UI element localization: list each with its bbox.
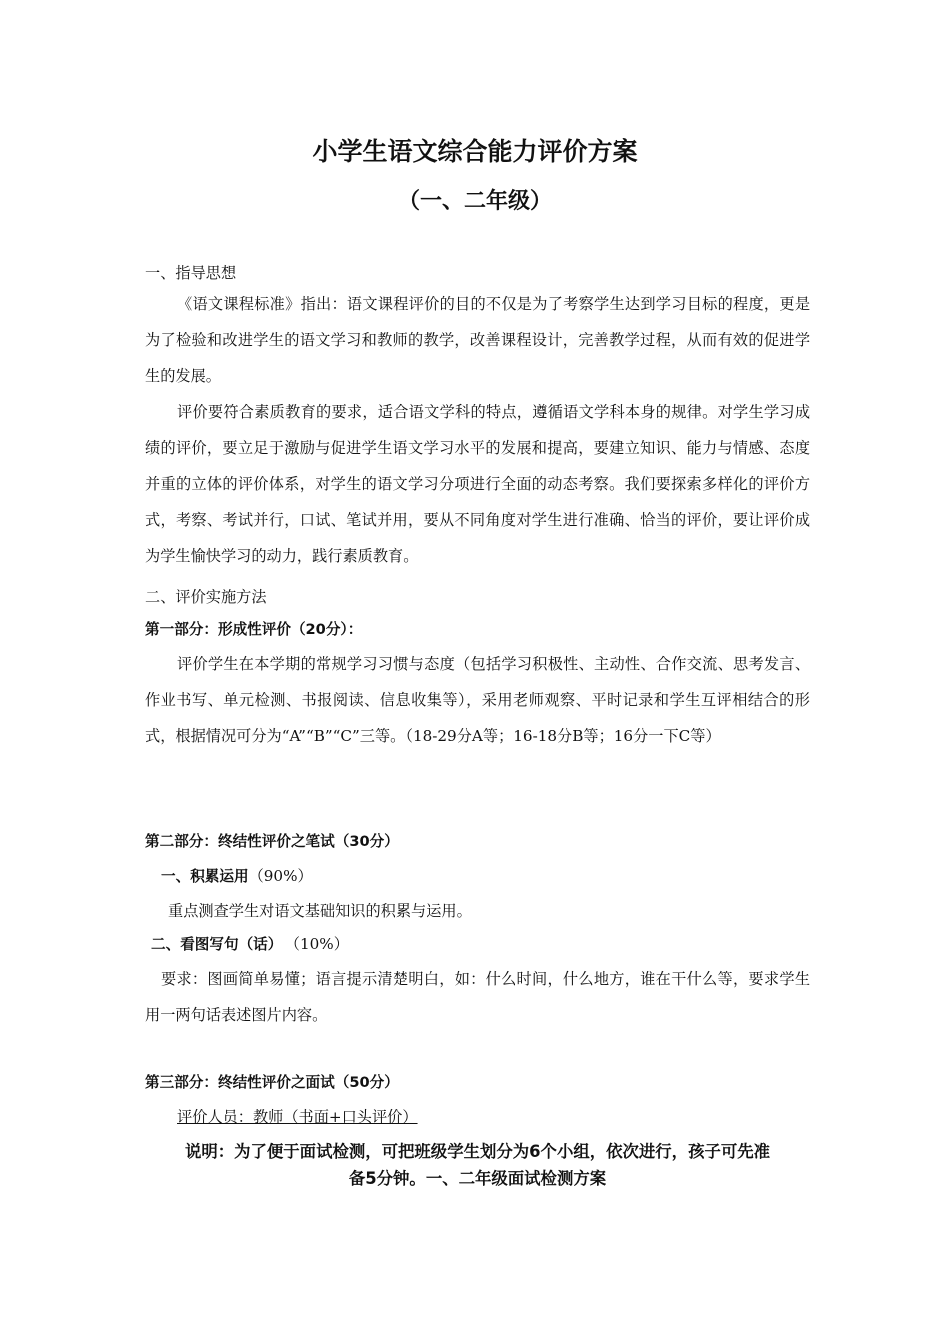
part2-item2-percent: （10%） [292, 935, 349, 953]
paragraph-curriculum-standard: 《语文课程标准》指出：语文课程评价的目的不仅是为了考察学生达到学习目标的程度，更是为了检验和改进学生的语文学习和教师的教学，改善课程设计，完善教学过程，从而有效的促进学生的发展。 [145, 295, 810, 385]
part2-item2 [151, 929, 816, 960]
part2-item1 [161, 861, 826, 892]
part2-item1-percent: （90%） [248, 867, 313, 885]
part1-heading: 第一部分：形成性评价（20分）： [145, 621, 363, 638]
part3-heading: 第三部分：终结性评价之面试（50分） [145, 1074, 399, 1091]
part2-item2-text: 要求：图画简单易懂；语言提示清楚明白，如：什么时间，什么地方，谁在干什么等，要求学生用一两句话表述图片内容。 [145, 970, 810, 1024]
part2-item1-text: 重点测查学生对语文基础知识的积累与运用。 [168, 902, 472, 920]
part3-evaluator: 评价人员：教师（书面+口头评价） [177, 1108, 418, 1126]
section-heading-guiding-principle: 一、指导思想 [145, 264, 237, 282]
part2-item1-label: 一、积累运用 [161, 868, 249, 885]
document-subtitle: （一、二年级） [397, 189, 552, 214]
section-heading-implementation: 二、评价实施方法 [145, 588, 267, 606]
part3-note-line1: 说明：为了便于面试检测，可把班级学生划分为6个小组，依次进行，孩子可先准 [184, 1142, 771, 1161]
part1-paragraph: 评价学生在本学期的常规学习习惯与态度（包括学习积极性、主动性、合作交流、思考发言、作业书写、单元检测、书报阅读、信息收集等），采用老师观察、平时记录和学生互评相结合的形式，根据情况可分为“A”“B”“C”三等。（18-29分A等；16-18分B等；16分一下C等） [145, 655, 810, 745]
paragraph-evaluation-requirements: 评价要符合素质教育的要求，适合语文学科的特点，遵循语文学科本身的规律。对学生学习成绩的评价，要立足于激励与促进学生语文学习水平的发展和提高，要建立知识、能力与情感、态度并重的立体的评价体系，对学生的语文学习分项进行全面的动态考察。我们要探索多样化的评价方式，考察、考试并行，口试、笔试并用，要从不同角度对学生进行准确、恰当的评价，要让评价成为学生愉快学习的动力，践行素质教育。 [145, 403, 810, 565]
part2-item2-label: 二、看图写句（话） [151, 936, 283, 953]
part2-heading: 第二部分：终结性评价之笔试（30分） [145, 833, 399, 850]
document-title: 小学生语文综合能力评价方案 [312, 137, 638, 166]
part3-note-line2: 备5分钟。一、二年级面试检测方案 [348, 1169, 607, 1188]
